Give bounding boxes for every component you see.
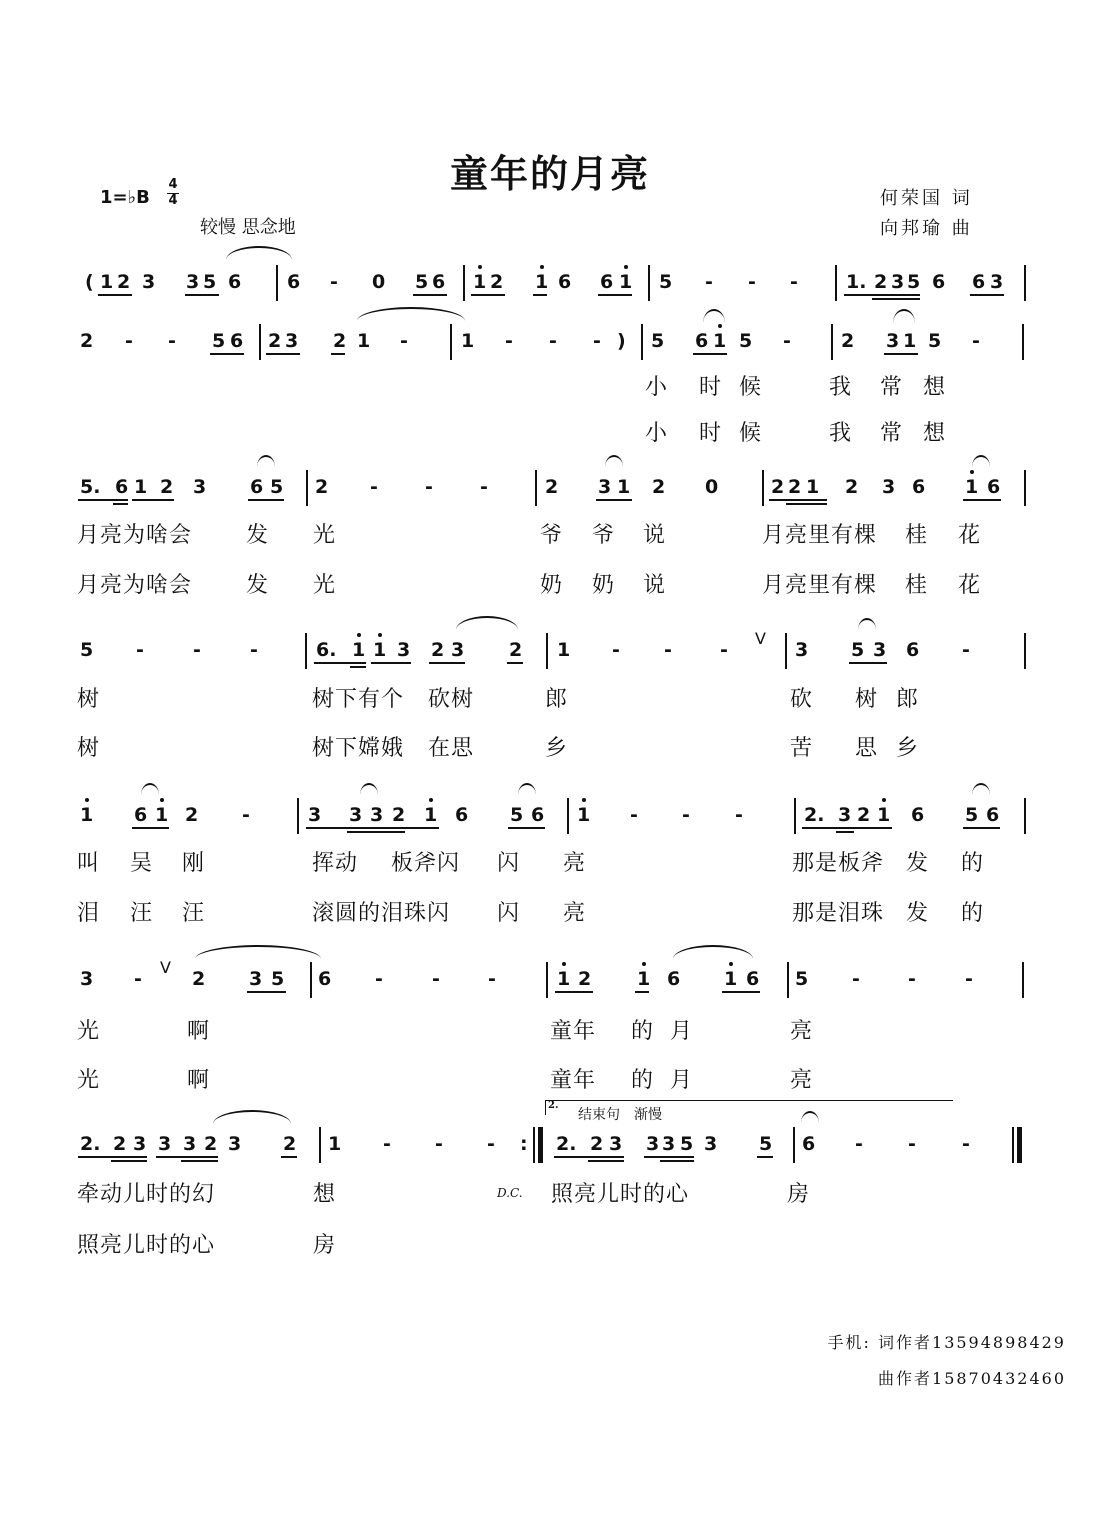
lyric: 爷 (592, 523, 616, 548)
lyric: 奶 (592, 573, 616, 598)
note: 2 (185, 804, 199, 826)
lyric: 月亮里有棵 (762, 523, 878, 548)
lyric: 思 (855, 736, 879, 761)
note: 1 (473, 271, 486, 293)
lyric: 啊 (187, 1068, 211, 1093)
note: 3 (249, 968, 263, 990)
lyric: 亮 (790, 1019, 814, 1044)
note: 6 (986, 804, 1000, 826)
staff-system-5 (0, 796, 1100, 856)
lyric: 亮 (563, 901, 587, 926)
lyric: 吴 (130, 851, 154, 876)
lyric: 时 (699, 421, 723, 446)
lyric: 小 (645, 421, 669, 446)
lyric: 亮 (563, 851, 587, 876)
note: - (720, 639, 728, 661)
note: 5 (795, 968, 809, 990)
lyric: 那是板斧 (792, 851, 885, 876)
barline (546, 633, 548, 669)
lyric: 时 (699, 375, 723, 400)
note: - (748, 271, 756, 293)
note: 3 (838, 804, 852, 826)
lyric: 闪 (497, 851, 521, 876)
barline (1024, 633, 1026, 669)
note: - (487, 1133, 495, 1155)
lyric: 叫 (77, 851, 101, 876)
note: - (790, 271, 798, 293)
lyric: 月亮为啥会 (77, 523, 193, 548)
barline (533, 1127, 535, 1163)
note: 5 (680, 1133, 694, 1155)
note: 6 (432, 271, 446, 293)
final-barline (1017, 1127, 1022, 1163)
lyric: 啊 (187, 1019, 211, 1044)
lyric: 板斧闪 (391, 851, 461, 876)
note: - (193, 639, 201, 661)
note: 6 (250, 476, 264, 498)
time-signature (167, 178, 179, 208)
lyric: 砍树 (428, 687, 475, 712)
note: - (168, 330, 176, 352)
note: 6 (318, 968, 332, 990)
staff-system-6 (0, 960, 1100, 1020)
barline (276, 265, 278, 301)
note: 1 (617, 476, 631, 498)
note: 1 (134, 476, 148, 498)
lyric: 树下有个 (312, 687, 405, 712)
staff-system-7 (0, 1125, 1100, 1185)
note: 3 (990, 271, 1004, 293)
lyric: 砍 (790, 687, 814, 712)
note: - (855, 1133, 863, 1155)
barline (259, 324, 261, 360)
note: 6 (115, 476, 129, 498)
lyric: 爷 (540, 523, 564, 548)
note: 6 (911, 804, 925, 826)
note: 2 (392, 804, 406, 826)
note: 3 (397, 639, 411, 661)
note: 6 (932, 271, 946, 293)
note: 1 (535, 271, 548, 293)
note: 3 (133, 1133, 147, 1155)
lyric: 汪 (130, 901, 154, 926)
note: - (682, 804, 690, 826)
note: - (908, 968, 916, 990)
note: 5 (203, 271, 217, 293)
lyric: 发 (906, 851, 930, 876)
lyric: 树 (77, 736, 101, 761)
note: 3 (183, 1133, 197, 1155)
barline (1024, 798, 1026, 834)
note: 5 (739, 330, 753, 352)
time-sig-bottom: 4 (168, 193, 178, 208)
note: 2 (578, 968, 592, 990)
breath-mark: V (755, 629, 766, 648)
note: 3 (451, 639, 465, 661)
tempo-marking: 较慢 思念地 (200, 217, 296, 238)
lyric: 月 (670, 1068, 694, 1093)
note: - (480, 476, 488, 498)
note: 1 (373, 639, 386, 661)
note: - (972, 330, 980, 352)
barline (787, 962, 789, 998)
barline (319, 1127, 321, 1163)
lyric: 乡 (896, 736, 920, 761)
note: - (383, 1133, 391, 1155)
note: ( (85, 271, 94, 293)
composer-phone: 曲作者15870432460 (878, 1369, 1066, 1388)
lyric: 树下嫦娥 (312, 736, 405, 761)
note: 2 (117, 271, 131, 293)
note: - (375, 968, 383, 990)
barline (1022, 962, 1024, 998)
note: 5 (759, 1133, 773, 1155)
lyric: 想 (923, 421, 947, 446)
note: - (370, 476, 378, 498)
note: 3 (142, 271, 156, 293)
note: 6 (912, 476, 926, 498)
da-capo-marking: D.C. (497, 1186, 523, 1200)
note: - (400, 330, 408, 352)
note: 6 (230, 330, 244, 352)
note: 5 (415, 271, 429, 293)
note: 1 (557, 639, 571, 661)
note: - (136, 639, 144, 661)
note: 2 (788, 476, 802, 498)
note: - (250, 639, 258, 661)
note: 2 (545, 476, 559, 498)
lyric: 桂 (905, 523, 929, 548)
lyricist-phone: 手机: 词作者13594898429 (827, 1333, 1066, 1352)
note: - (664, 639, 672, 661)
note: 3 (370, 804, 384, 826)
barline (762, 470, 764, 506)
note: - (593, 330, 601, 352)
lyric: 那是泪珠 (792, 901, 885, 926)
note: 3 (795, 639, 809, 661)
note: 1 (619, 271, 632, 293)
note: 6 (695, 330, 709, 352)
barline (1012, 1127, 1014, 1163)
lyric: 候 (739, 375, 763, 400)
lyric: 闪 (497, 901, 521, 926)
note: 2. (804, 804, 825, 826)
note: 2 (315, 476, 329, 498)
note: 3 (349, 804, 363, 826)
lyric: 乡 (545, 736, 569, 761)
note: 5 (212, 330, 226, 352)
lyric: 发 (246, 523, 270, 548)
note: - (125, 330, 133, 352)
note: 5 (271, 968, 285, 990)
note: 2 (431, 639, 445, 661)
note: 3 (886, 330, 900, 352)
lyric: 童年 (550, 1019, 597, 1044)
note: 2 (192, 968, 206, 990)
note: - (783, 330, 791, 352)
lyric: 月 (670, 1019, 694, 1044)
note: 1 (352, 639, 365, 661)
repeat-barline (538, 1127, 543, 1163)
repeat-dots: : (520, 1133, 528, 1155)
lyric: 刚 (182, 851, 206, 876)
note: - (852, 968, 860, 990)
lyric: 月亮里有棵 (762, 573, 878, 598)
note: 5 (851, 639, 865, 661)
ending-number: 2. (548, 1100, 559, 1111)
note: 1 (713, 330, 726, 352)
lyric: 月亮为啥会 (77, 573, 193, 598)
lyric: 童年 (550, 1068, 597, 1093)
note: 6 (667, 968, 681, 990)
note: 2 (490, 271, 504, 293)
lyric: 发 (246, 573, 270, 598)
note: 3 (609, 1133, 623, 1155)
lyric: 我 (829, 375, 853, 400)
note: 6 (802, 1133, 816, 1155)
note: - (488, 968, 496, 990)
lyric: 挥动 (312, 851, 359, 876)
note: 5 (270, 476, 284, 498)
lyric: 树 (855, 687, 879, 712)
note: 3 (80, 968, 94, 990)
note: 5 (510, 804, 524, 826)
lyric: 的 (631, 1019, 655, 1044)
note: 3 (598, 476, 612, 498)
note: ) (617, 330, 626, 352)
note: 2 (80, 330, 94, 352)
lyric: 光 (313, 523, 337, 548)
note: - (425, 476, 433, 498)
note: 6 (987, 476, 1001, 498)
lyric: 照亮儿时的心 (551, 1182, 690, 1207)
note: - (962, 1133, 970, 1155)
lyric: 的 (961, 901, 985, 926)
barline (463, 265, 465, 301)
lyric: 泪 (77, 901, 101, 926)
note: - (134, 968, 142, 990)
barline (546, 962, 548, 998)
note: 6 (134, 804, 148, 826)
lyric: 光 (77, 1068, 101, 1093)
note: 1 (80, 804, 93, 826)
note: - (705, 271, 713, 293)
key-signature: 1=♭B (100, 187, 150, 208)
note: - (735, 804, 743, 826)
note: 3 (873, 639, 887, 661)
lyric: 的 (631, 1068, 655, 1093)
note: 2 (509, 639, 523, 661)
lyric: 苦 (790, 736, 814, 761)
note: 2. (80, 1133, 101, 1155)
note: - (630, 804, 638, 826)
note: 5 (907, 271, 921, 293)
note: 6 (746, 968, 760, 990)
note: 2 (160, 476, 174, 498)
note: 2 (874, 271, 888, 293)
lyric: 光 (313, 573, 337, 598)
note: 6 (906, 639, 920, 661)
note: 1 (155, 804, 168, 826)
note: 3 (646, 1133, 660, 1155)
note: 1 (877, 804, 890, 826)
lyricist-credit: 何荣国 词 (880, 188, 973, 209)
barline (450, 324, 452, 360)
staff-system-1 (0, 263, 1100, 323)
note: - (612, 639, 620, 661)
barline (794, 798, 796, 834)
note: 5. (80, 476, 101, 498)
note: 3 (285, 330, 299, 352)
lyric: 常 (880, 375, 904, 400)
note: - (965, 968, 973, 990)
note: 6 (558, 271, 572, 293)
ending-label: 结束句 渐慢 (578, 1107, 662, 1123)
barline (310, 962, 312, 998)
note: 3 (228, 1133, 242, 1155)
lyric: 常 (880, 421, 904, 446)
composer-credit: 向邦瑜 曲 (880, 218, 973, 239)
barline (793, 1127, 795, 1163)
note: 6 (287, 271, 301, 293)
barline (648, 265, 650, 301)
note: - (435, 1133, 443, 1155)
note: 1 (637, 968, 650, 990)
note: 2. (556, 1133, 577, 1155)
lyric: 候 (739, 421, 763, 446)
note: 6 (531, 804, 545, 826)
lyric: 的 (961, 851, 985, 876)
barline (835, 265, 837, 301)
note: 1 (724, 968, 737, 990)
note: 1 (424, 804, 437, 826)
barline (297, 798, 299, 834)
note: 5 (80, 639, 94, 661)
note: 0 (372, 271, 386, 293)
note: 2 (590, 1133, 604, 1155)
note: 6 (972, 271, 986, 293)
note: 3 (193, 476, 207, 498)
time-sig-top: 4 (168, 177, 178, 192)
note: 3 (186, 271, 200, 293)
note: 1 (806, 476, 820, 498)
lyric: 小 (645, 375, 669, 400)
lyric: 汪 (182, 901, 206, 926)
lyric: 发 (906, 901, 930, 926)
note: - (962, 639, 970, 661)
note: 2 (845, 476, 859, 498)
note: 2 (204, 1133, 218, 1155)
lyric: 想 (313, 1182, 337, 1207)
lyric: 房 (313, 1233, 337, 1258)
note: 3 (308, 804, 322, 826)
lyric: 说 (643, 573, 667, 598)
note: 5 (928, 330, 942, 352)
barline (306, 470, 308, 506)
note: 2 (841, 330, 855, 352)
note: - (505, 330, 513, 352)
note: 1 (328, 1133, 342, 1155)
note: - (432, 968, 440, 990)
note: 3 (704, 1133, 718, 1155)
note: 5 (965, 804, 979, 826)
note: 3 (662, 1133, 676, 1155)
note: 1 (557, 968, 570, 990)
note: 3 (882, 476, 896, 498)
lyric: 在思 (428, 736, 475, 761)
barline (831, 324, 833, 360)
note: 5 (651, 330, 665, 352)
note: 1 (965, 476, 978, 498)
note: 2 (268, 330, 282, 352)
lyric: 奶 (540, 573, 564, 598)
barline (785, 633, 787, 669)
barline (535, 470, 537, 506)
lyric: 郎 (545, 687, 569, 712)
lyric: 想 (923, 375, 947, 400)
breath-mark: V (160, 958, 171, 977)
lyric: 桂 (905, 573, 929, 598)
barline (567, 798, 569, 834)
note: 6 (228, 271, 242, 293)
lyric: 照亮儿时的心 (77, 1233, 216, 1258)
lyric: 我 (829, 421, 853, 446)
note: 1. (846, 271, 867, 293)
note: 2 (771, 476, 785, 498)
lyric: 房 (787, 1182, 811, 1207)
note: 1 (100, 271, 114, 293)
barline (1024, 265, 1026, 301)
note: 1 (357, 330, 371, 352)
lyric: 牵动儿时的幻 (77, 1182, 216, 1207)
note: 1 (903, 330, 917, 352)
note: 2 (283, 1133, 297, 1155)
note: 6. (316, 639, 337, 661)
lyric: 树 (77, 687, 101, 712)
lyric: 光 (77, 1019, 101, 1044)
note: 2 (857, 804, 871, 826)
note: - (908, 1133, 916, 1155)
note: 3 (158, 1133, 172, 1155)
note: 5 (659, 271, 673, 293)
lyric: 花 (958, 523, 982, 548)
barline (1022, 324, 1024, 360)
lyric: 滚圆的泪珠闪 (312, 901, 451, 926)
note: - (330, 271, 338, 293)
lyric: 郎 (896, 687, 920, 712)
note: 6 (455, 804, 469, 826)
note: 1 (577, 804, 590, 826)
lyric: 亮 (790, 1068, 814, 1093)
lyric: 说 (643, 523, 667, 548)
song-title: 童年的月亮 (449, 151, 650, 196)
note: - (549, 330, 557, 352)
note: - (242, 804, 250, 826)
barline (641, 324, 643, 360)
note: 1 (461, 330, 475, 352)
lyric: 花 (958, 573, 982, 598)
note: 2 (652, 476, 666, 498)
note: 6 (600, 271, 614, 293)
note: 2 (333, 330, 347, 352)
note: 3 (891, 271, 905, 293)
note: 2 (113, 1133, 127, 1155)
note: 0 (705, 476, 719, 498)
barline (305, 633, 307, 669)
barline (1024, 470, 1026, 506)
